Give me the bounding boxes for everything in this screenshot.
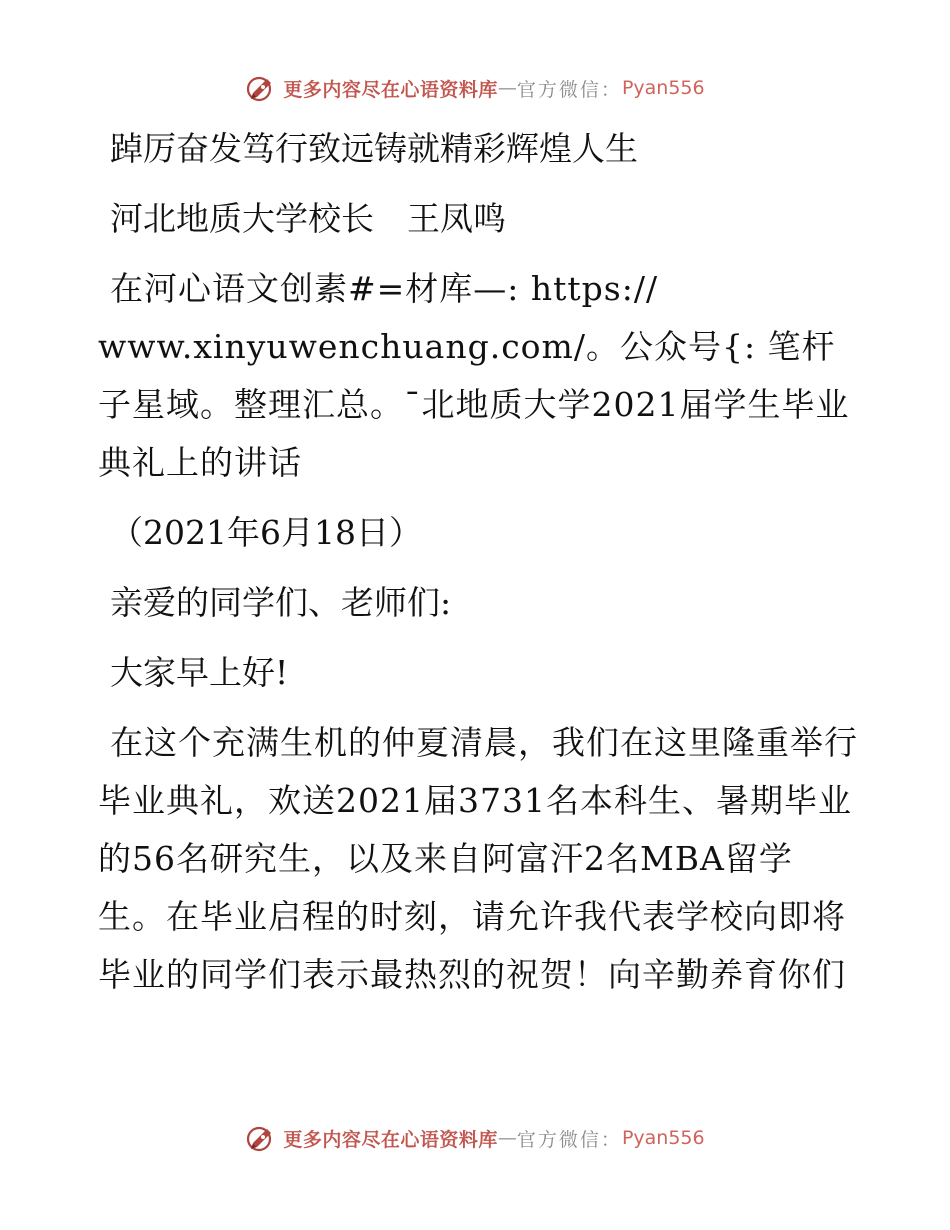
document-intro: 在河心语文创素#=材库—: https:// www.xinyuwenchuang.com/。公众号{: 笔杆子星域。整理汇总。¯北地质大学2021届学生毕业典礼上的讲话 bbox=[98, 269, 850, 482]
document-greeting: 大家早上好! bbox=[110, 653, 289, 692]
banner-promo-text: 更多内容尽在心语资料库 bbox=[283, 78, 498, 101]
document-body-paragraph: 在这个充满生机的仲夏清晨，我们在这里隆重举行毕业典礼，欢送2021届3731名本科生、暑期毕业的56名研究生，以及来自阿富汗2名MBA留学生。在毕业启程的时刻，请允许我代表学校向即将毕业的同学们表示最热烈的祝贺！向辛勤养育你们 bbox=[98, 723, 858, 994]
document-author: 河北地质大学校长 王凤鸣 bbox=[110, 199, 506, 238]
pen-logo-icon bbox=[245, 1122, 277, 1154]
footer-watermark bbox=[0, 1122, 950, 1154]
banner-wechat-label: 官方微信： bbox=[516, 78, 622, 101]
document-salutation: 亲爱的同学们、老师们: bbox=[110, 583, 452, 622]
banner-promo-text: 更多内容尽在心语资料库 bbox=[283, 1128, 498, 1151]
header-watermark bbox=[0, 72, 950, 104]
banner-wechat-handle: Pyan556 bbox=[621, 77, 705, 99]
banner-wechat-label: 官方微信： bbox=[516, 1128, 622, 1151]
pen-logo-icon bbox=[245, 72, 277, 104]
document-body bbox=[98, 120, 858, 1004]
document-title: 踔厉奋发笃行致远铸就精彩辉煌人生 bbox=[110, 129, 638, 168]
banner-dash: — bbox=[497, 1127, 517, 1149]
banner-wechat-handle: Pyan556 bbox=[621, 1127, 705, 1149]
banner-dash: — bbox=[497, 77, 517, 99]
document-date: （2021年6月18日） bbox=[110, 513, 422, 552]
